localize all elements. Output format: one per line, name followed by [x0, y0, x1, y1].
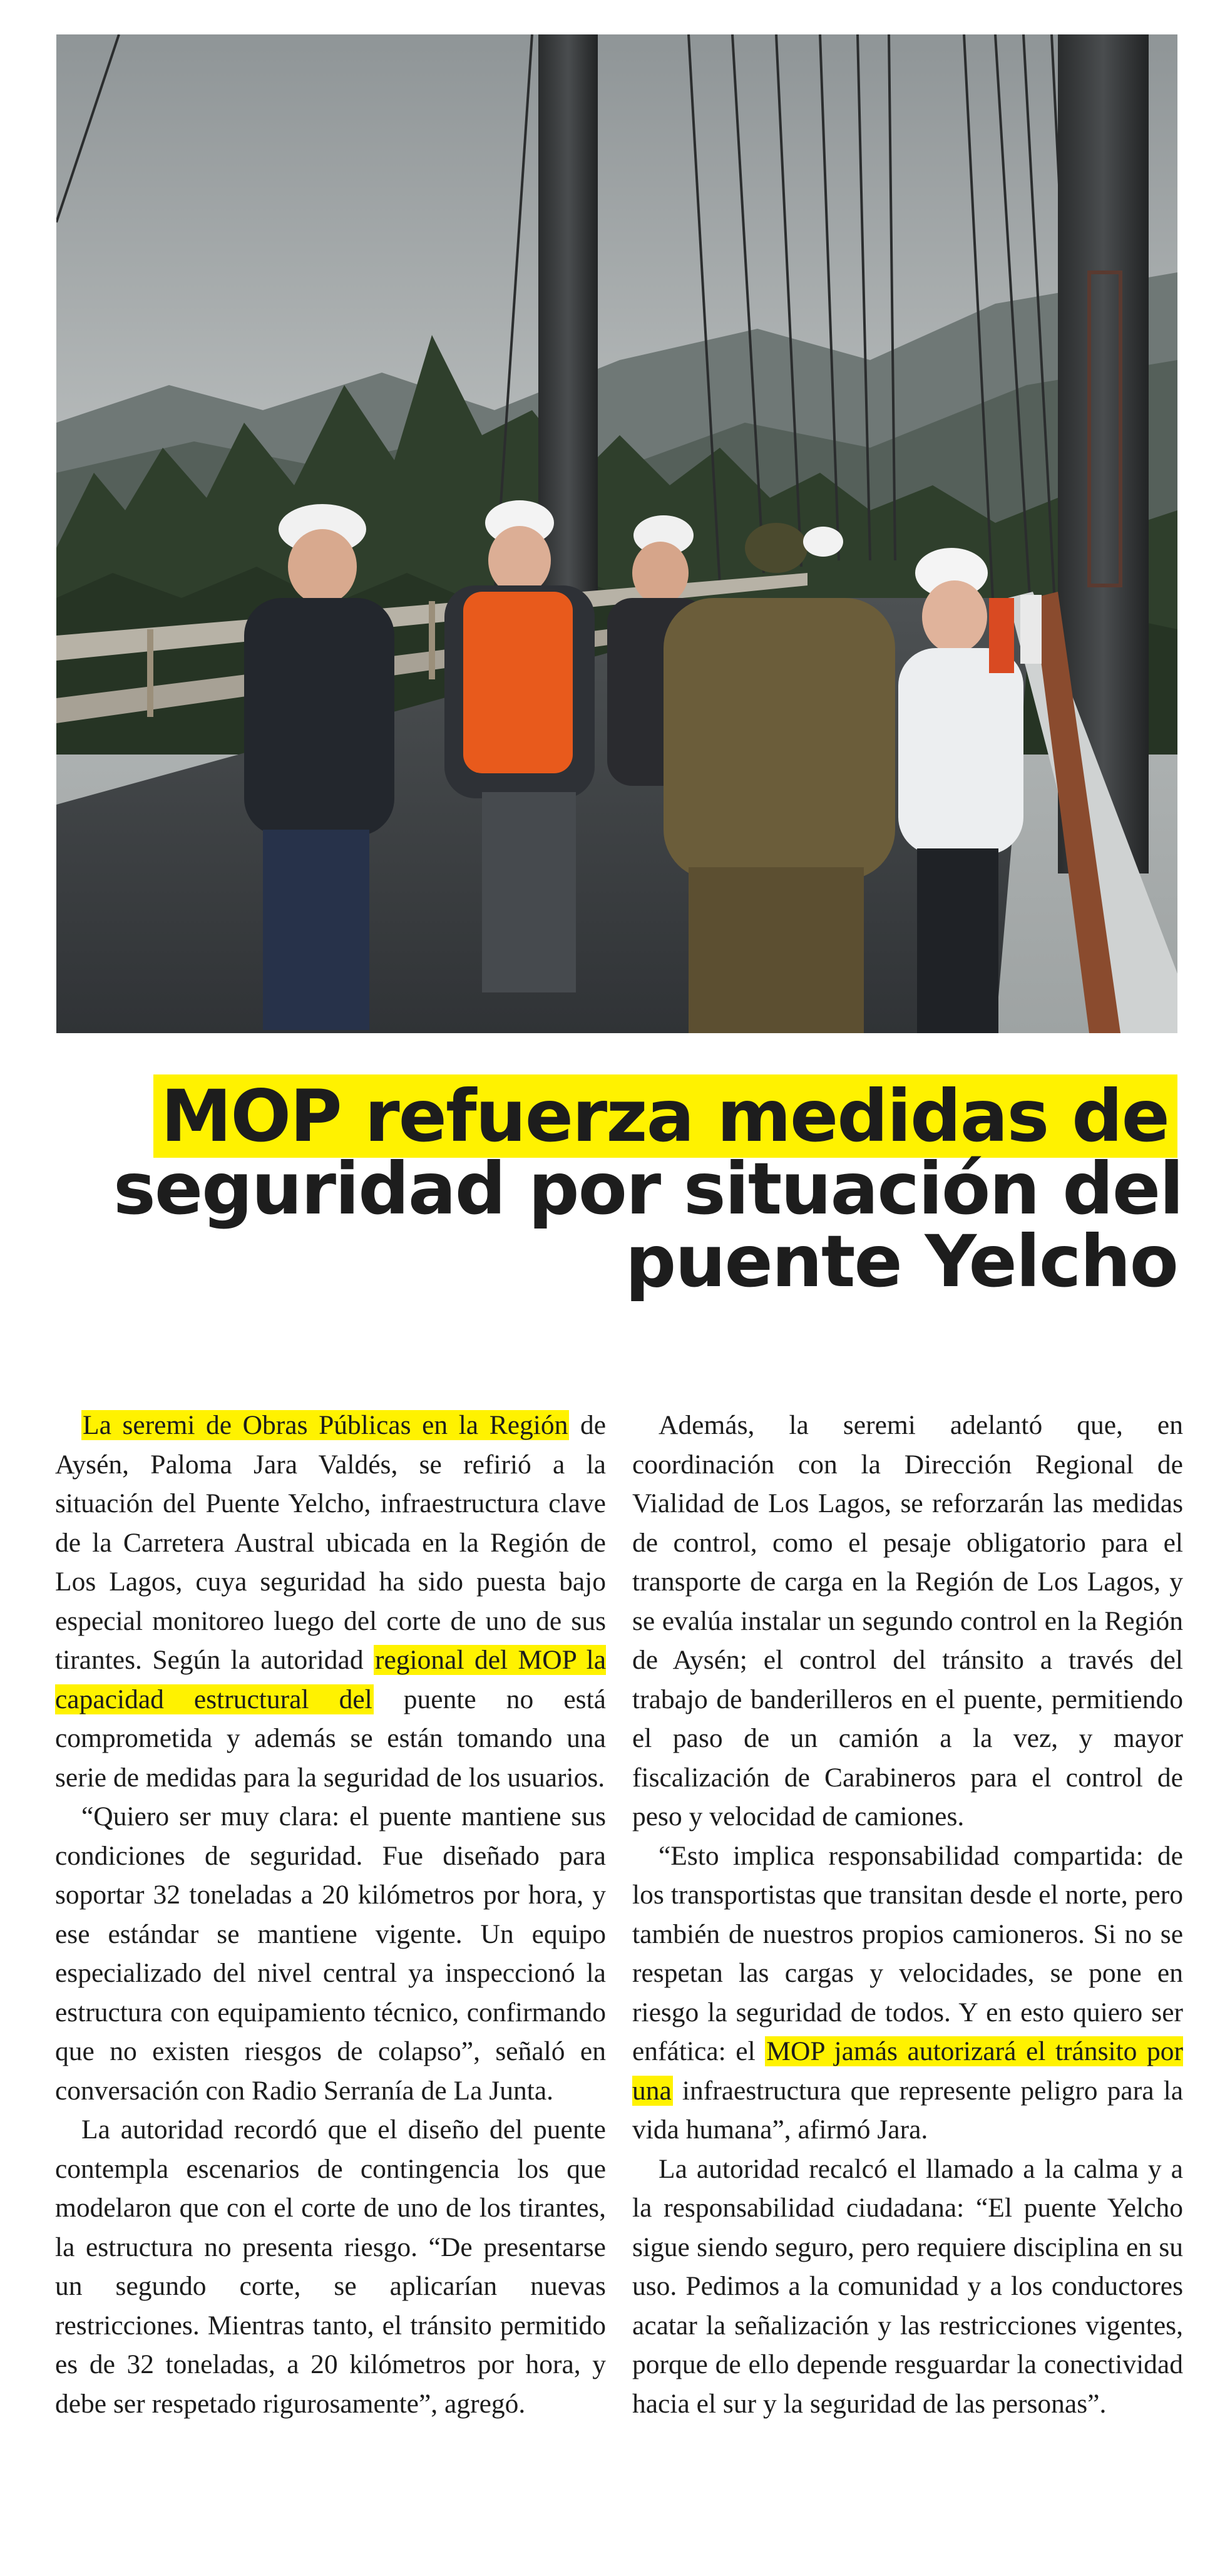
article-column-left — [55, 1406, 606, 2423]
bridge-inspection-photo-icon — [56, 34, 1177, 1033]
article-column-right — [632, 1406, 1183, 2423]
article-headline — [113, 1074, 1183, 1303]
headline-line-2: seguridad por situación del — [113, 1147, 1183, 1230]
paragraph-text: puente no está comprometida y además se están tomando una serie de medidas para la seguridad de los usuarios. — [55, 1684, 606, 1793]
article-body — [55, 1406, 1183, 2545]
headline-highlight: MOP refuerza medidas de — [153, 1074, 1177, 1158]
paragraph-6: La autoridad recalcó el llamado a la calma y a la responsabilidad ciudadana: “El puente Yelcho sigue siendo seguro, pero requiere disciplina en su uso. Pedimos a la comunidad y a los conductores acatar la señalización y las restricciones vigentes, porque de ello depende resguardar la conectividad hacia el sur y la seguridad de las personas”. — [632, 2153, 1183, 2419]
headline-line-3: puente Yelcho — [625, 1220, 1177, 1303]
paragraph-2: “Quiero ser muy clara: el puente mantiene sus condiciones de seguridad. Fue diseñado para soportar 32 toneladas a 20 kilómetros por hora, y ese estándar se mantiene vigente. Un equipo especializado del nivel central ya inspeccionó la estructura con equipamiento técnico, confirmando que no existen riesgos de colapso”, señaló en conversación con Radio Serranía de La Junta. — [55, 1801, 606, 2106]
article-photo — [56, 34, 1177, 1033]
highlight-text: MOP jamás autorizará el tránsito por una — [632, 2036, 1183, 2106]
headline-line-1 — [113, 1074, 1177, 1158]
paragraph-text: infraestructura que represente peligro para la vida humana”, afirmó Jara. — [632, 2075, 1183, 2145]
paragraph-4: Además, la seremi adelantó que, en coordinación con la Dirección Regional de Vialidad de Los Lagos, se reforzarán las medidas de control, como el pesaje obligatorio para el transporte de carga en la Región de Los Lagos, y se evalúa instalar un segundo control en la Región de Aysén; el control del tránsito a través del trabajo de banderilleros en el puente, permitiendo el paso de un camión a la vez, y mayor fiscalización de Carabineros para el control de peso y velocidad de camiones. — [632, 1410, 1183, 1832]
highlight-text: La seremi de Obras Públicas en la Región — [83, 1410, 568, 1440]
paragraph-5 — [632, 1837, 1183, 2150]
paragraph-text: “Esto implica responsabilidad compartida: de los transportistas que transitan desde el norte, pero también de nuestros propios camioneros. Si no se respetan las cargas y velocidades, se pone en riesgo la seguridad de todos. Y en esto quiero ser enfática: el — [632, 1840, 1183, 2066]
paragraph-3: La autoridad recordó que el diseño del puente contempla escenarios de contingencia los que modelaron que con el corte de uno de los tirantes, la estructura no presenta riesgo. “De presentarse un segundo corte, se aplicarían nuevas restricciones. Mientras tanto, el tránsito permitido es de 32 toneladas, a 20 kilómetros por hora, y debe ser respetado rigurosamente”, agregó. — [55, 2115, 606, 2419]
highlight-text: regional del MOP la capacidad estructural del — [55, 1645, 607, 1714]
paragraph-1 — [55, 1406, 606, 1797]
paragraph-text: de Aysén, Paloma Jara Valdés, se refirió a la situación del Puente Yelcho, infraestructura clave de la Carretera Austral ubicada en la Región de Los Lagos, cuya seguridad ha sido puesta bajo especial monitoreo luego del corte de uno de sus tirantes. Según la autoridad — [55, 1410, 606, 1675]
